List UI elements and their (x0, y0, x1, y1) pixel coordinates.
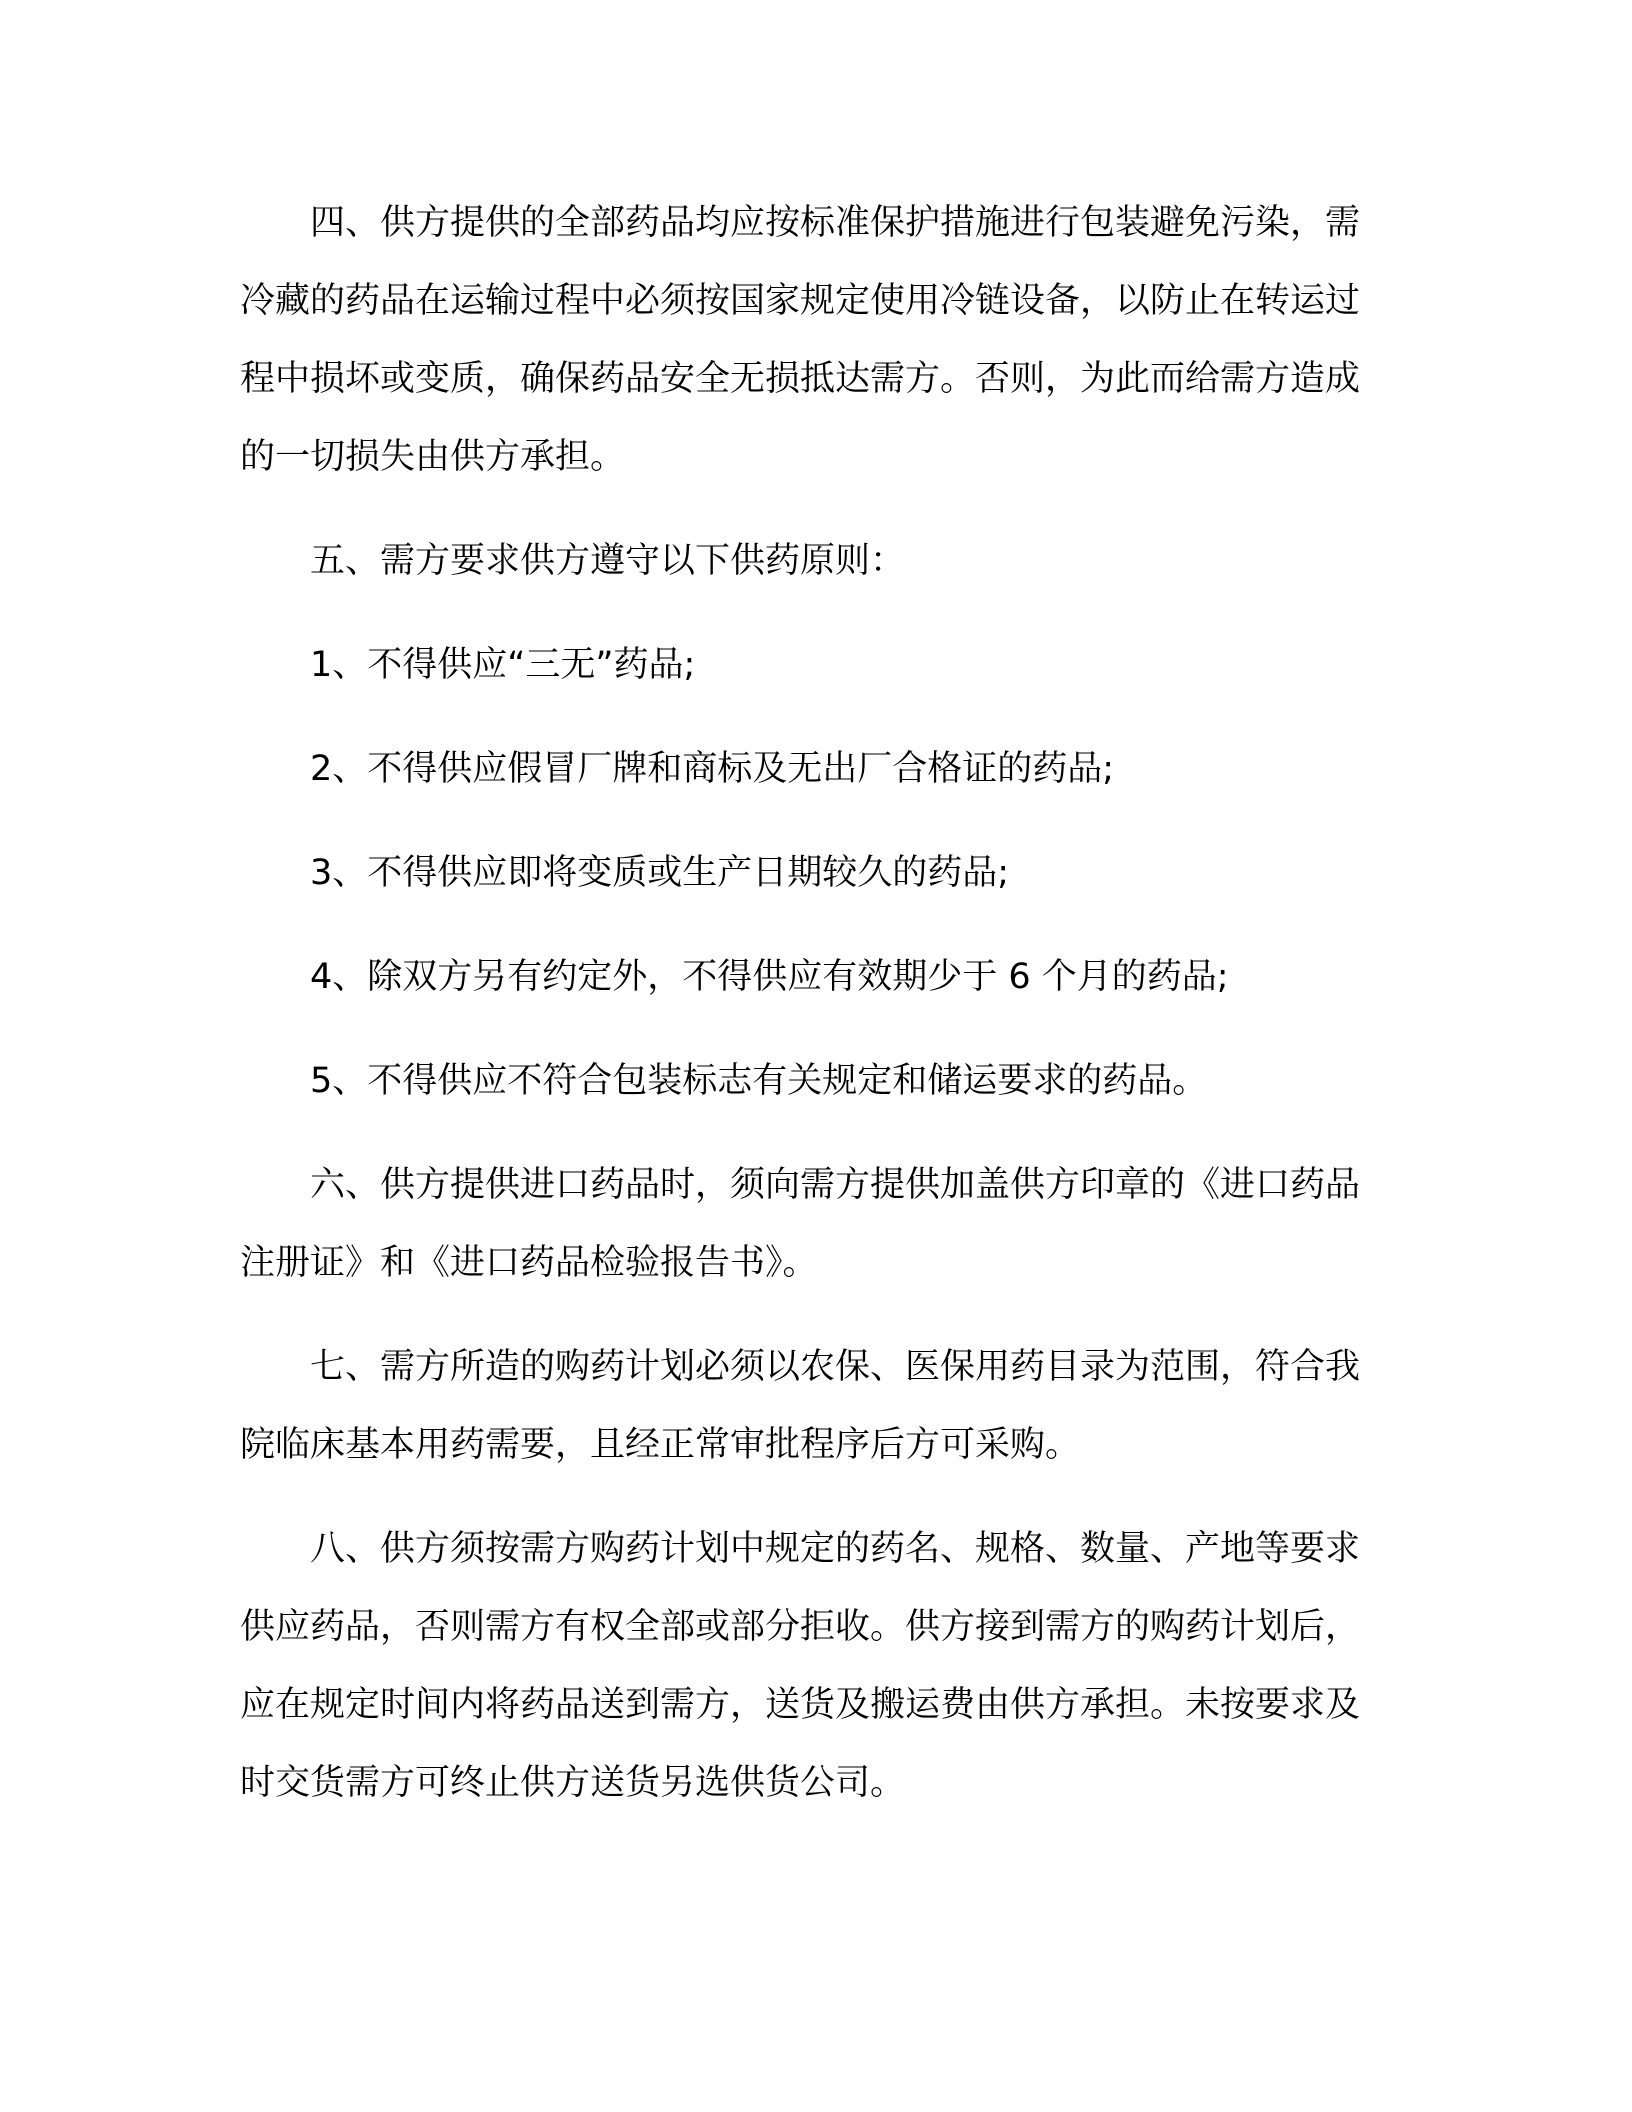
document-body (240, 184, 1392, 1848)
paragraph-clause-7: 七、需方所造的购药计划必须以农保、医保用药目录为范围，符合我院临床基本用药需要，且经正常审批程序后方可采购。 (240, 1347, 1361, 1465)
paragraph-clause-8: 八、供方须按需方购药计划中规定的药名、规格、数量、产地等要求供应药品，否则需方有权全部或部分拒收。供方接到需方的购药计划后，应在规定时间内将药品送到需方，送货及搬运费由供方承担。未按要求及时交货需方可终止供方送货另选供货公司。 (240, 1529, 1361, 1803)
list-item-principle-3: 3、不得供应即将变质或生产日期较久的药品; (310, 853, 1010, 893)
paragraph-clause-6: 六、供方提供进口药品时，须向需方提供加盖供方印章的《进口药品注册证》和《进口药品检验报告书》。 (240, 1165, 1361, 1283)
paragraph-clause-4: 四、供方提供的全部药品均应按标准保护措施进行包装避免污染，需冷藏的药品在运输过程中必须按国家规定使用冷链设备，以防止在转运过程中损坏或变质，确保药品安全无损抵达需方。否则，为此而给需方造成的一切损失由供方承担。 (240, 203, 1361, 477)
paragraph-clause-5: 五、需方要求供方遵守以下供药原则： (310, 541, 906, 581)
list-item-principle-2: 2、不得供应假冒厂牌和商标及无出厂合格证的药品; (310, 749, 1115, 789)
list-item-principle-5: 5、不得供应不符合包装标志有关规定和储运要求的药品。 (310, 1061, 1208, 1101)
list-item-principle-4: 4、除双方另有约定外，不得供应有效期少于 6 个月的药品; (310, 957, 1229, 997)
list-item-principle-1: 1、不得供应“三无”药品; (310, 645, 696, 685)
